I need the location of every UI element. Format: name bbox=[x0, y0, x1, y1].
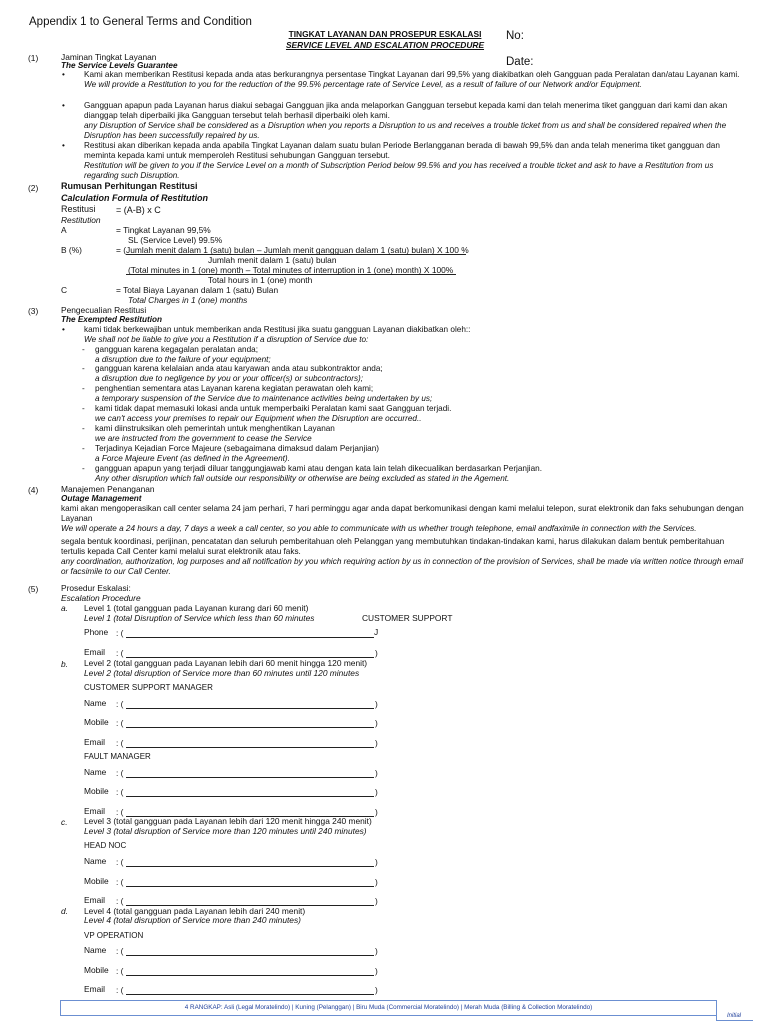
field-open-paren: : ( bbox=[116, 877, 124, 887]
name-input-line[interactable] bbox=[126, 708, 374, 709]
section-5-number: (5) bbox=[28, 584, 39, 594]
name-label: Name bbox=[84, 945, 107, 955]
mobile-label: Mobile bbox=[84, 786, 109, 796]
mobile-label: Mobile bbox=[84, 965, 109, 975]
dash-icon: - bbox=[82, 404, 85, 413]
exempt-item-id: gangguan apapun yang terjadi diluar tanggungjawab kami atau dengan kata lain telah dikecualikan berdasarkan Perjanjian. bbox=[95, 464, 542, 473]
exempt-item-en: a temporary suspension of the Service due to maintenance activities being undertaken by us; bbox=[95, 394, 433, 403]
var-a-value-en: SL (Service Level) 99.5% bbox=[128, 235, 223, 245]
name-label: Name bbox=[84, 698, 107, 708]
email-label: Email bbox=[84, 895, 105, 905]
number-field-label: No: bbox=[506, 30, 524, 42]
var-b-denominator-en: Total hours in 1 (one) month bbox=[208, 275, 313, 285]
s1-bullet-3-en: Restitution will be given to you if the Service Level on a month of Subscription Period below 99.5% and you has received a trouble ticket and ask to have a Restitution from us regarding such Disruption. bbox=[84, 161, 714, 180]
level-2-en: Level 2 (total disruption of Service more than 60 minutes until 120 minutes bbox=[84, 668, 360, 678]
s1-bullet-2-id: Gangguan apapun pada Layanan harus diakui sebagai Gangguan jika anda melaporkan Gangguan tersebut kepada kami dan telah menerima tiket gangguan dari kami dan akan dianggap telah diperbaiki jika Gangguan tersebut telah berhasil diperbaiki oleh kami. bbox=[84, 101, 728, 120]
section-3-heading-en: The Exempted Restitution bbox=[61, 315, 162, 324]
exempt-item-id: kami diinstruksikan oleh pemerintah untuk menghentikan Layanan bbox=[95, 424, 335, 433]
bullet-icon: • bbox=[62, 70, 65, 79]
level-3-role: HEAD NOC bbox=[84, 841, 127, 850]
email-label: Email bbox=[84, 737, 105, 747]
exempt-item-id: gangguan karena kegagalan peralatan anda; bbox=[95, 345, 258, 354]
field-close-paren: J bbox=[374, 627, 379, 637]
field-open-paren: : ( bbox=[116, 768, 124, 778]
field-open-paren: : ( bbox=[116, 896, 124, 906]
exempt-item-id: Terjadinya Kejadian Force Majeure (sebagaimana dimaksud dalam Perjanjian) bbox=[95, 444, 379, 453]
section-2-heading-en: Calculation Formula of Restitution bbox=[61, 193, 209, 203]
mobile-input-line[interactable] bbox=[126, 727, 374, 728]
date-field-label: Date: bbox=[506, 56, 534, 68]
section-3-heading: Pengecualian Restitusi bbox=[61, 305, 147, 315]
var-a-label: A bbox=[61, 225, 67, 235]
field-open-paren: : ( bbox=[116, 648, 124, 658]
s1-bullet-2-en: any Disruption of Service shall be considered as a Disruption when you reports a Disruption to us and receives a trouble ticket from us and shall be considered repaired when the Disruption has been successfully repaired by us. bbox=[84, 121, 727, 140]
email-label: Email bbox=[84, 647, 105, 657]
s4-para-2-en: any coordination, authorization, log purposes and all notification by you which requiring action by us in connection of the provision of Services, shall be made via written notice through email or facsimile to our Call Center. bbox=[61, 557, 744, 576]
s1-bullet-3-id: Restitusi akan diberikan kepada anda apabila Tingkat Layanan dalam suatu bulan Periode Berlangganan berada di bawah 99,5% dan anda telah menerima tiket gangguan dan meminta kepada kami untuk memperoleh Restitusi sehubungan Gangguan tersebut. bbox=[84, 141, 720, 160]
name-label: Name bbox=[84, 856, 107, 866]
email-input-line[interactable] bbox=[126, 747, 374, 748]
name-label: Name bbox=[84, 767, 107, 777]
section-1-number: (1) bbox=[28, 53, 39, 63]
field-close-paren: ) bbox=[375, 787, 378, 797]
section-4-number: (4) bbox=[28, 485, 39, 495]
exempt-item-en: we can't access your premises to repair our Equipment when the Disruption are occurred.. bbox=[95, 414, 422, 423]
field-close-paren: ) bbox=[375, 648, 378, 658]
level-2-id: Level 2 (total gangguan pada Layanan lebih dari 60 menit hingga 120 menit) bbox=[84, 658, 368, 668]
email-label: Email bbox=[84, 806, 105, 816]
var-c-value-en: Total Charges in 1 (one) months bbox=[128, 295, 248, 305]
section-3-number: (3) bbox=[28, 306, 39, 316]
field-open-paren: : ( bbox=[116, 985, 124, 995]
section-1-heading: Jaminan Tingkat Layanan bbox=[61, 52, 157, 62]
var-b-numerator-en: (Total minutes in 1 (one) month – Total minutes of interruption in 1 (one) month) X 100% bbox=[128, 265, 454, 275]
field-open-paren: : ( bbox=[116, 966, 124, 976]
var-c-value: = Total Biaya Layanan dalam 1 (satu) Bulan bbox=[116, 285, 279, 295]
field-close-paren: ) bbox=[375, 807, 378, 817]
exempt-item-id: gangguan karena kelalaian anda atau karyawan anda atau subkontraktor anda; bbox=[95, 364, 383, 373]
field-close-paren: ) bbox=[375, 946, 378, 956]
appendix-label: Appendix 1 to General Terms and Condition bbox=[29, 16, 252, 28]
exempt-item-en: we are instructed from the government to cease the Service bbox=[95, 434, 312, 443]
field-open-paren: : ( bbox=[116, 787, 124, 797]
var-b-numerator: = (Jumlah menit dalam 1 (satu) bulan – Jumlah menit gangguan dalam 1 (satu) bulan) X 100 % bbox=[116, 245, 469, 255]
section-4-heading: Manajemen Penanganan bbox=[61, 484, 155, 494]
level-2-role-2: FAULT MANAGER bbox=[84, 752, 151, 761]
level-b-letter: b. bbox=[61, 659, 68, 669]
field-open-paren: : ( bbox=[116, 738, 124, 748]
exempt-item-en: Any other disruption which fall outside our responsibility or otherwise are being excluded as stated in the Agement. bbox=[95, 474, 510, 483]
field-close-paren: ) bbox=[375, 966, 378, 976]
field-close-paren: ) bbox=[375, 985, 378, 995]
var-b-label: B (%) bbox=[61, 245, 82, 255]
var-a-value: = Tingkat Layanan 99,5% bbox=[116, 225, 211, 235]
var-b-denominator: Jumlah menit dalam 1 (satu) bulan bbox=[208, 255, 337, 265]
s1-bullet-1-id: Kami akan memberikan Restitusi kepada anda atas berkurangnya persentase Tingkat Layanan dari 99,5% yang diakibatkan oleh Gangguan pada Peralatan dan/atau Layanan kami. bbox=[84, 70, 740, 79]
bullet-icon: • bbox=[62, 101, 65, 110]
mobile-label: Mobile bbox=[84, 717, 109, 727]
field-open-paren: : ( bbox=[116, 718, 124, 728]
field-close-paren: ) bbox=[375, 738, 378, 748]
document-subtitle: SERVICE LEVEL AND ESCALATION PROCEDURE bbox=[285, 40, 485, 50]
s3-bullet-id: kami tidak berkewajiban untuk memberikan anda Restitusi jika suatu gangguan Layanan diakibatkan oleh:: bbox=[84, 325, 471, 334]
dash-icon: - bbox=[82, 424, 85, 433]
field-open-paren: : ( bbox=[116, 807, 124, 817]
dash-icon: - bbox=[82, 364, 85, 373]
level-3-id: Level 3 (total gangguan pada Layanan lebih dari 120 menit hingga 240 menit) bbox=[84, 816, 372, 826]
field-close-paren: ) bbox=[375, 896, 378, 906]
bullet-icon: • bbox=[62, 141, 65, 150]
field-open-paren: : ( bbox=[116, 946, 124, 956]
exempt-item-en: a disruption due to negligence by you or your officer(s) or subcontractors); bbox=[95, 374, 364, 383]
field-open-paren: : ( bbox=[116, 628, 124, 638]
dash-icon: - bbox=[82, 444, 85, 453]
exempt-item-en: a disruption due to the failure of your equipment; bbox=[95, 355, 271, 364]
name-input-line[interactable] bbox=[126, 866, 374, 867]
name-input-line[interactable] bbox=[126, 955, 374, 956]
level-1-id: Level 1 (total gangguan pada Layanan kurang dari 60 menit) bbox=[84, 603, 309, 613]
level-1-role: CUSTOMER SUPPORT bbox=[362, 613, 453, 623]
mobile-input-line[interactable] bbox=[126, 886, 374, 887]
field-open-paren: : ( bbox=[116, 699, 124, 709]
s1-bullet-1-en: We will provide a Restitution to you for the reduction of the 99.5% percentage rate of Service Level, as a result of failure of our Network and/or Equipment. bbox=[84, 80, 642, 89]
field-close-paren: ) bbox=[375, 857, 378, 867]
section-5-heading-en: Escalation Procedure bbox=[61, 593, 141, 603]
restitution-label-en: Restitution bbox=[61, 215, 101, 225]
level-4-en: Level 4 (total disruption of Service more than 240 minutes) bbox=[84, 915, 301, 925]
initial-label: Initial bbox=[727, 1013, 742, 1019]
copies-footer: 4 RANGKAP: Asli (Legal Moratelindo) | Kuning (Pelanggan) | Biru Muda (Commercial Moratelindo) | Merah Muda (Billing & Collection Moratelindo) bbox=[60, 1000, 717, 1016]
name-input-line[interactable] bbox=[126, 777, 374, 778]
field-close-paren: ) bbox=[375, 699, 378, 709]
email-label: Email bbox=[84, 984, 105, 994]
level-4-role: VP OPERATION bbox=[84, 931, 144, 940]
s3-bullet-en: We shall not be liable to give you a Restitution if a disruption of Service due to: bbox=[84, 335, 369, 344]
section-2-heading: Rumusan Perhitungan Restitusi bbox=[61, 181, 198, 191]
mobile-input-line[interactable] bbox=[126, 975, 374, 976]
level-d-letter: d. bbox=[61, 906, 68, 916]
s4-para-1-id: kami akan mengoperasikan call center selama 24 jam perhari, 7 hari perminggu agar anda dapat berkomunikasi dengan kami melalui telepon, surat elektronik dan faks sehubungan dengan Layanan bbox=[61, 504, 744, 523]
exempt-item-en: a Force Majeure Event (as defined in the Agreement). bbox=[95, 454, 290, 463]
exempt-item-id: penghentian sementara atas Layanan karena kegiatan perawatan oleh kami; bbox=[95, 384, 374, 393]
level-4-id: Level 4 (total gangguan pada Layanan lebih dari 240 menit) bbox=[84, 906, 306, 916]
s4-para-1-en: We will operate a 24 hours a day, 7 days a week a call center, so you able to communicate with us whether trough telephone, email andfaximile in connection with the Services. bbox=[61, 524, 697, 533]
field-close-paren: ) bbox=[375, 718, 378, 728]
level-3-en: Level 3 (total disruption of Service more than 120 minutes until 240 minutes) bbox=[84, 826, 367, 836]
level-1-en: Level 1 (total Disruption of Service which less than 60 minutes bbox=[84, 613, 315, 623]
restitution-label: Restitusi bbox=[61, 204, 96, 214]
level-c-letter: c. bbox=[61, 817, 68, 827]
email-input-line[interactable] bbox=[126, 994, 374, 995]
section-2-number: (2) bbox=[28, 183, 39, 193]
s4-para-2-id: segala bentuk koordinasi, perijinan, pencatatan dan seluruh pemberitahuan oleh Pelanggan yang membutuhkan tindakan-tindakan kami, harus dilakukan dalam bentuk pemberitahuan tertulis kepada Call Center kami melalui surat elektronik atau faks. bbox=[61, 537, 725, 556]
level-2-role-1: CUSTOMER SUPPORT MANAGER bbox=[84, 683, 213, 692]
field-close-paren: ) bbox=[375, 877, 378, 887]
level-a-letter: a. bbox=[61, 603, 68, 613]
dash-icon: - bbox=[82, 345, 85, 354]
field-close-paren: ) bbox=[375, 768, 378, 778]
mobile-label: Mobile bbox=[84, 876, 109, 886]
mobile-input-line[interactable] bbox=[126, 796, 374, 797]
document-title: TINGKAT LAYANAN DAN PROSEPUR ESKALASI bbox=[288, 29, 482, 39]
section-4-heading-en: Outage Management bbox=[61, 494, 142, 503]
dash-icon: - bbox=[82, 384, 85, 393]
exempt-item-id: kami tidak dapat memasuki lokasi anda untuk memperbaiki Peralatan kami saat Gangguan terjadi. bbox=[95, 404, 452, 413]
phone-label: Phone bbox=[84, 627, 109, 637]
var-c-label: C bbox=[61, 285, 68, 295]
bullet-icon: • bbox=[62, 325, 65, 334]
phone-input-line[interactable] bbox=[126, 637, 374, 638]
dash-icon: - bbox=[82, 464, 85, 473]
field-open-paren: : ( bbox=[116, 857, 124, 867]
section-5-heading: Prosedur Eskalasi: bbox=[61, 583, 131, 593]
section-1-heading-en: The Service Levels Guarantee bbox=[61, 61, 178, 70]
restitution-formula: = (A-B) x C bbox=[116, 205, 161, 215]
